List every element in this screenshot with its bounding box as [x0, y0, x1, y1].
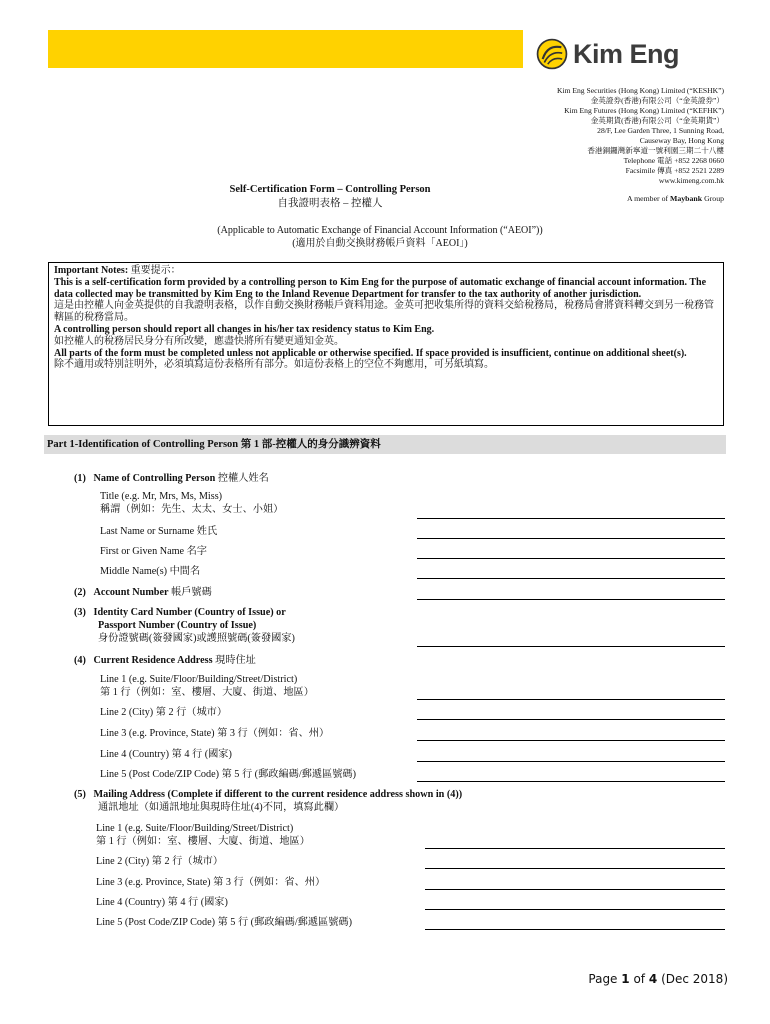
q5-label-zh: 通訊地址（如通訊地址與現時住址(4)不同，填寫此欄）: [98, 802, 345, 813]
q5-line4-label: Line 4 (Country) 第 4 行 (國家): [96, 897, 228, 908]
company-line: 28/F, Lee Garden Three, 1 Sunning Road,: [597, 126, 724, 135]
residence-line1-field[interactable]: [417, 699, 725, 700]
residence-line5-field[interactable]: [417, 781, 725, 782]
q3-label-line2: Passport Number (Country of Issue): [98, 620, 257, 631]
logo-wordmark: Kim Eng: [573, 38, 680, 69]
note-3-zh: 除不適用或特別註明外，必須填寫這份表格所有部分。如這份表格上的空位不夠應用，可另紙填寫。: [54, 359, 494, 371]
residence-line3-field[interactable]: [417, 740, 725, 741]
company-line: 金英證券(香港)有限公司（“金英證券”）: [590, 96, 724, 105]
company-line: 香港銅鑼灣新寧道一號利園三期二十八樓: [587, 146, 724, 155]
company-line: Facsimile 傳真 +852 2521 2289: [625, 166, 724, 175]
applicable-en: (Applicable to Automatic Exchange of Financial Account Information (“AEOI”)): [217, 225, 543, 236]
page-number: Page 1 of 4 (Dec 2018): [588, 972, 728, 986]
notes-heading: Important Notes:: [54, 265, 129, 276]
company-logo: [535, 36, 679, 72]
q5-line1-label: Line 1 (e.g. Suite/Floor/Building/Street/District) 第 1 行（例如：室、樓層、大廈、街道、地區）: [96, 823, 310, 847]
part1-heading: Part 1-Identification of Controlling Person 第 1 部-控權人的身分識辨資料: [44, 435, 726, 454]
q1-label: (1) Name of Controlling Person 控權人姓名: [74, 473, 269, 484]
q4-label: (4) Current Residence Address 現時住址: [74, 655, 256, 666]
form-title-zh: 自我證明表格 – 控權人: [277, 198, 383, 209]
q4-line3-label: Line 3 (e.g. Province, State) 第 3 行（例如：省、州）: [100, 728, 330, 739]
q5-line3-label: Line 3 (e.g. Province, State) 第 3 行（例如：省、州）: [96, 877, 326, 888]
q4-line4-label: Line 4 (Country) 第 4 行 (國家): [100, 749, 232, 760]
title-label: Title (e.g. Mr, Mrs, Ms, Miss) 稱謂（例如：先生、太太、女士、小姐）: [100, 491, 284, 515]
note-1-en: This is a self-certification form provided by a controlling person to Kim Eng for the purpose of automatic exchange of financial account information. The data collected may be transmitted by Kim Eng to the Inland Revenue Department for transfer to the tax authority of another jurisdiction.: [54, 276, 707, 300]
middle-name-field[interactable]: [417, 578, 725, 579]
residence-line4-field[interactable]: [417, 761, 725, 762]
mailing-line2-field[interactable]: [425, 868, 725, 869]
note-2-en: A controlling person should report all changes in his/her tax residency status to Kim Eng.: [54, 323, 435, 335]
company-line: Telephone 電話 +852 2268 0660: [623, 156, 724, 165]
important-notes-box: [48, 262, 724, 426]
notes-heading-zh: 重要提示：: [130, 265, 181, 276]
note-1-zh: 這是由控權人向金英提供的自我證明表格，以作自動交換財務帳戶資料用途。金英可把收集所得的資料交給稅務局，稅務局會將資料轉交到另一稅務管轄區的稅務當局。: [54, 300, 714, 324]
note-2-zh: 如控權人的稅務居民身分有所改變，應盡快將所有變更通知金英。: [54, 335, 344, 347]
q3-label: (3) Identity Card Number (Country of Issue) or: [74, 607, 286, 618]
kim-eng-logo-icon: [535, 37, 569, 71]
mailing-line3-field[interactable]: [425, 889, 725, 890]
mailing-line5-field[interactable]: [425, 929, 725, 930]
first-name-field[interactable]: [417, 558, 725, 559]
q2-label: (2) Account Number 帳戶號碼: [74, 587, 212, 598]
middle-name-label: Middle Name(s) 中間名: [100, 566, 201, 577]
identity-number-field[interactable]: [417, 646, 725, 647]
residence-line2-field[interactable]: [417, 719, 725, 720]
applicable-note: [80, 224, 680, 250]
company-website: www.kimeng.com.hk: [658, 176, 724, 185]
title-field[interactable]: [417, 518, 725, 519]
brand-color-bar: [48, 30, 523, 68]
company-line: Causeway Bay, Hong Kong: [639, 136, 724, 145]
company-line: Kim Eng Futures (Hong Kong) Limited (“KEFHK”): [564, 106, 724, 115]
account-number-field[interactable]: [417, 599, 725, 600]
q5-label: (5) Mailing Address (Complete if different to the current residence address shown in (4)): [74, 789, 463, 800]
last-name-label: Last Name or Surname 姓氏: [100, 526, 218, 537]
company-line: 金英期貨(香港)有限公司（“金英期貨”）: [590, 116, 724, 125]
note-3-en: All parts of the form must be completed unless not applicable or otherwise specified. If space provided is insufficient, continue on additional sheet(s).: [54, 347, 687, 359]
applicable-zh: (適用於自動交換財務帳戶資料「AEOI」): [292, 238, 468, 249]
form-title-en: Self-Certification Form – Controlling Person: [229, 184, 431, 195]
q5-line5-label: Line 5 (Post Code/ZIP Code) 第 5 行 (郵政編碼/郵遞區號碼): [96, 917, 352, 928]
q4-line5-label: Line 5 (Post Code/ZIP Code) 第 5 行 (郵政編碼/郵遞區號碼): [100, 769, 356, 780]
q4-line2-label: Line 2 (City) 第 2 行（城市）: [100, 707, 228, 718]
last-name-field[interactable]: [417, 538, 725, 539]
first-name-label: First or Given Name 名字: [100, 546, 207, 557]
mailing-line1-field[interactable]: [425, 848, 725, 849]
company-address-block: [424, 86, 724, 186]
q5-line2-label: Line 2 (City) 第 2 行（城市）: [96, 856, 224, 867]
form-title: [200, 183, 460, 211]
member-of-group: A member of Maybank Group: [626, 194, 724, 203]
q3-label-zh: 身份證號碼(簽發國家)或護照號碼(簽發國家): [98, 633, 295, 644]
q4-line1-label: Line 1 (e.g. Suite/Floor/Building/Street/District) 第 1 行（例如：室、樓層、大廈、街道、地區）: [100, 674, 314, 698]
mailing-line4-field[interactable]: [425, 909, 725, 910]
company-line: Kim Eng Securities (Hong Kong) Limited (“KESHK”): [556, 86, 724, 95]
